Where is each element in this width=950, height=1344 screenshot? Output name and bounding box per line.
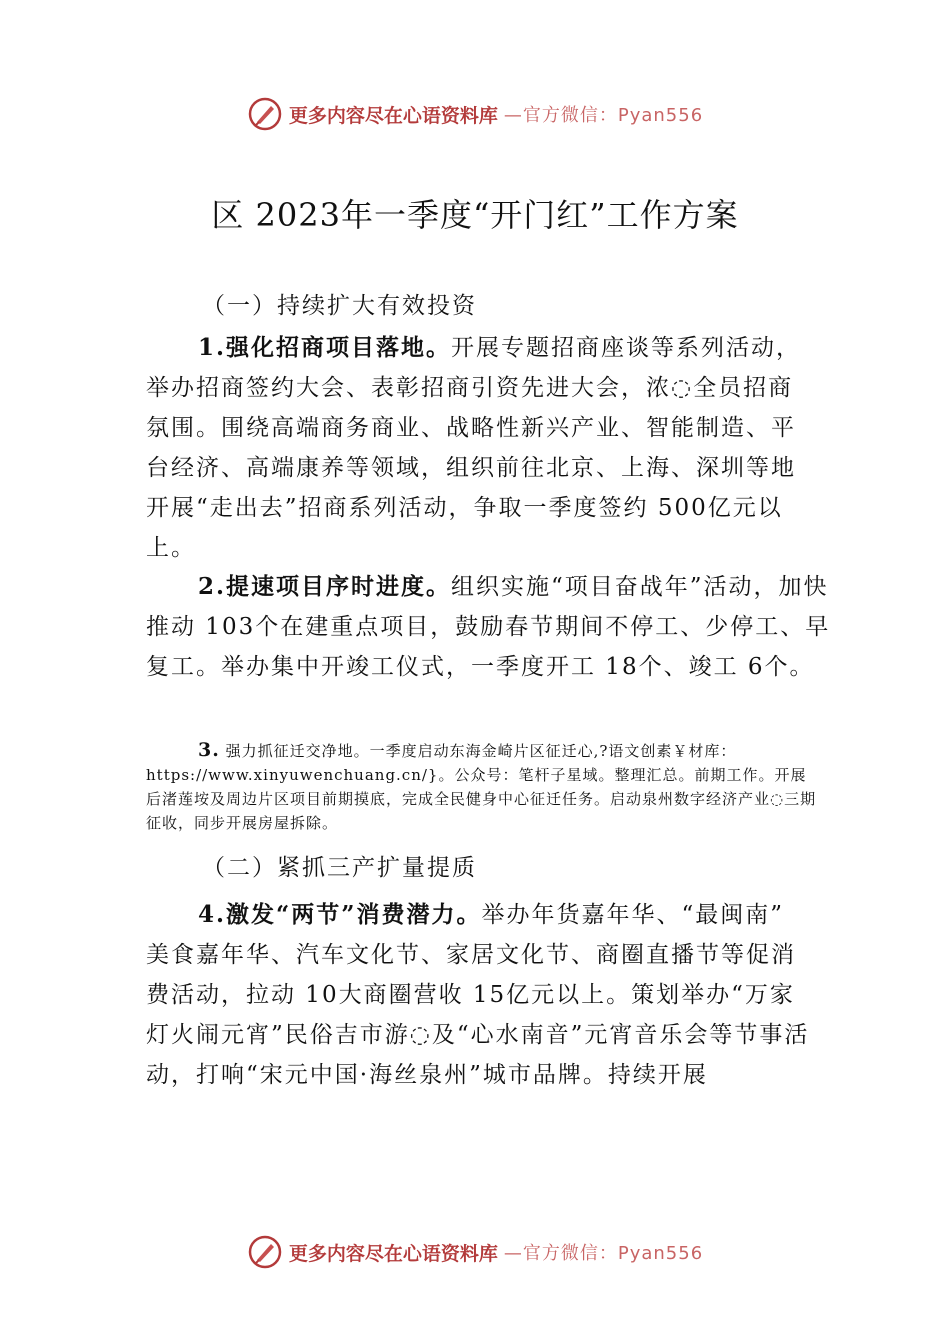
paragraph-4-heading: 4.激发“两节”消费潜力。: [198, 901, 482, 928]
header-watermark: [0, 92, 950, 136]
watermark-main-text: 更多内容尽在心语资料库: [288, 104, 498, 127]
section-heading-2: （二）紧抓三产扩量提质: [202, 855, 477, 881]
quill-logo-icon: [247, 1234, 283, 1270]
footer-watermark: [0, 1230, 950, 1274]
document-title: 区 2023年一季度“开门红”工作方案: [211, 196, 739, 234]
quill-logo-icon: [247, 96, 283, 132]
paragraph-4-body: 举办年货嘉年华、“最闽南” 美食嘉年华、汽车文化节、家居文化节、商圈直播节等促消费活动，拉动 10大商圈营收 15亿元以上。策划举办“万家灯火闹元宵”民俗吉市游◌及“心水南音”元宵音乐会等节事活动，打响“宋元中国·海丝泉州”城市品牌。持续开展: [146, 902, 810, 1088]
paragraph-3: [146, 738, 818, 835]
paragraph-2: [146, 567, 832, 687]
paragraph-1-body: 开展专题招商座谈等系列活动，举办招商签约大会、表彰招商引资先进大会，浓◌全员招商氛围。围绕高端商务商业、战略性新兴产业、智能制造、平台经济、高端康养等领域，组织前往北京、上海、深圳等地开展“走出去”招商系列活动，争取一季度签约 500亿元以上。: [146, 335, 802, 561]
section-heading-1: （一）持续扩大有效投资: [202, 293, 477, 319]
paragraph-3-number: 3.: [198, 739, 220, 761]
footer-watermark-contact-text: —官方微信：Pyan556: [503, 1243, 704, 1264]
paragraph-4: [146, 895, 818, 1095]
paragraph-1: [146, 328, 818, 568]
paragraph-1-heading: 1.强化招商项目落地。: [198, 334, 452, 361]
paragraph-2-heading: 2.提速项目序时进度。: [198, 573, 452, 600]
watermark-contact-text: —官方微信：Pyan556: [503, 105, 704, 126]
footer-watermark-main-text: 更多内容尽在心语资料库: [288, 1242, 498, 1265]
paragraph-3-body: 强力抓征迁交净地。一季度启动东海金崎片区征迁心,?语文创素￥材库：https://www.xinyuwenchuang.cn/}。公众号：笔杆子星域。整理汇总。前期工作。开展后渚莲垵及周边片区项目前期摸底，完成全民健身中心征迁任务。启动泉州数字经济产业◌三期征收，同步开展房屋拆除。: [146, 742, 817, 832]
paragraph-2-body: 组织实施“项目奋战年”活动，加快推动 103个在建重点项目，鼓励春节期间不停工、少停工、早复工。举办集中开竣工仪式，一季度开工 18个、竣工 6个。: [146, 574, 831, 680]
